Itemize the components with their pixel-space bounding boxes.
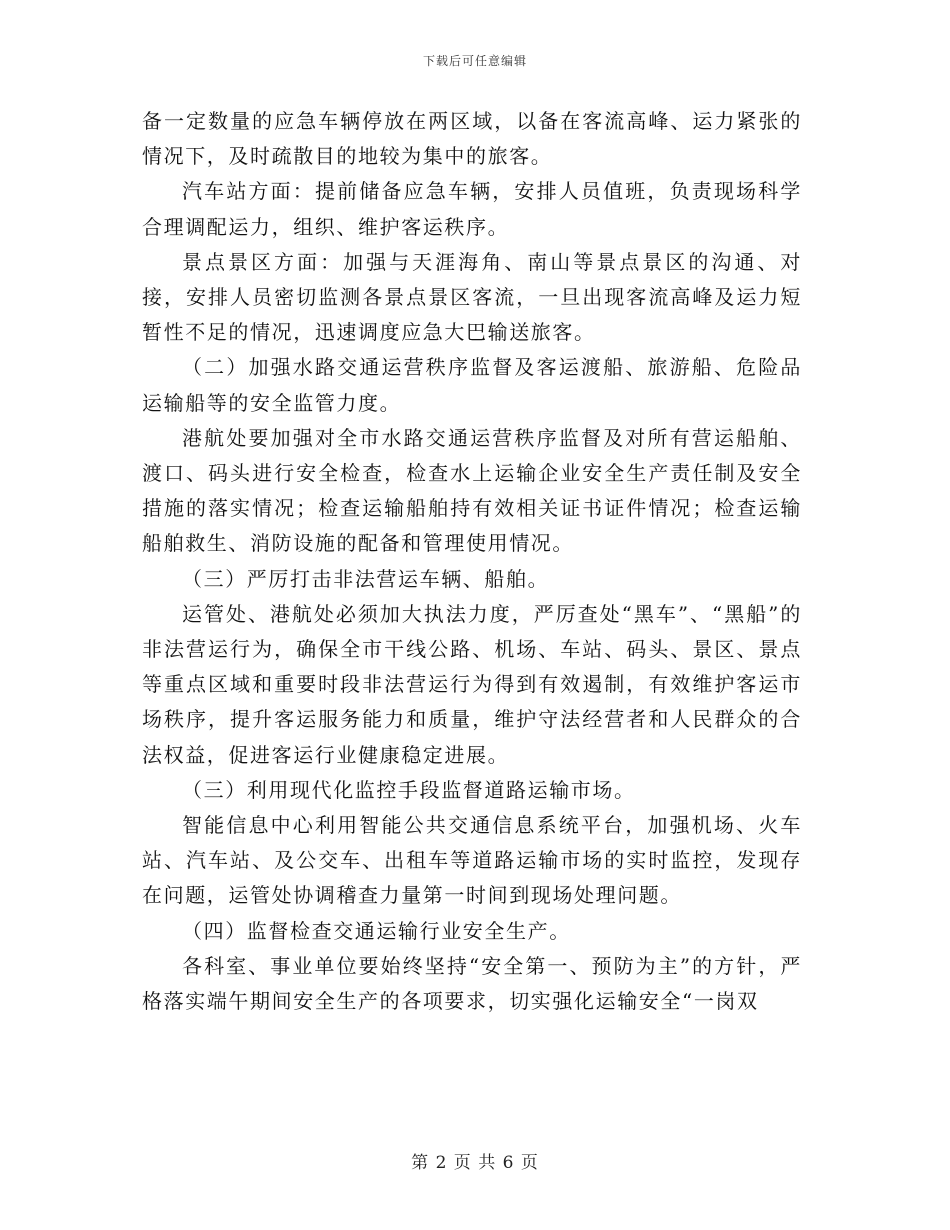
page-header: 下载后可任意编辑 bbox=[422, 54, 527, 68]
section-heading-4: （四）监督检查交通运输行业安全生产。 bbox=[182, 918, 571, 943]
page-footer: 第 2 页 共 6 页 bbox=[411, 1153, 539, 1173]
paragraph-7: 各科室、事业单位要始终坚持“安全第一、预防为主”的方针，严格落实端午期间安全生产的各项要求，切实强化运输安全“一岗双 bbox=[142, 953, 802, 1014]
section-heading-3b: （三）利用现代化监控手段监督道路运输市场。 bbox=[182, 777, 636, 802]
section-heading-2: （二）加强水路交通运营秩序监督及客运渡船、旅游船、危险品运输船等的安全监管力度。 bbox=[142, 355, 802, 415]
document-body bbox=[142, 104, 802, 1019]
paragraph-2: 汽车站方面：提前储备应急车辆，安排人员值班，负责现场科学合理调配运力，组织、维护客运秩序。 bbox=[142, 179, 802, 239]
paragraph-6: 智能信息中心利用智能公共交通信息系统平台，加强机场、火车站、汽车站、及公交车、出租车等道路运输市场的实时监控，发现存在问题，运管处协调稽查力量第一时间到现场处理问题。 bbox=[142, 813, 802, 908]
paragraph-3: 景点景区方面：加强与天涯海角、南山等景点景区的沟通、对接，安排人员密切监测各景点景区客流，一旦出现客流高峰及运力短暂性不足的情况，迅速调度应急大巴输送旅客。 bbox=[142, 249, 802, 345]
paragraph-4: 港航处要加强对全市水路交通运营秩序监督及对所有营运船舶、渡口、码头进行安全检查，检查水上运输企业安全生产责任制及安全措施的落实情况；检查运输船舶持有效相关证书证件情况；检查运输船舶救生、消防设施的配备和管理使用情况。 bbox=[142, 425, 802, 556]
paragraph-1: 备一定数量的应急车辆停放在两区域，以备在客流高峰、运力紧张的情况下，及时疏散目的地较为集中的旅客。 bbox=[142, 109, 802, 169]
section-heading-3a: （三）严厉打击非法营运车辆、船舶。 bbox=[182, 566, 550, 591]
paragraph-5: 运管处、港航处必须加大执法力度，严厉查处“黑车”、“黑船”的非法营运行为，确保全市干线公路、机场、车站、码头、景区、景点等重点区域和重要时段非法营运行为得到有效遏制，有效维护客运市场秩序，提升客运服务能力和质量，维护守法经营者和人民群众的合法权益，促进客运行业健康稳定进展。 bbox=[142, 601, 802, 767]
